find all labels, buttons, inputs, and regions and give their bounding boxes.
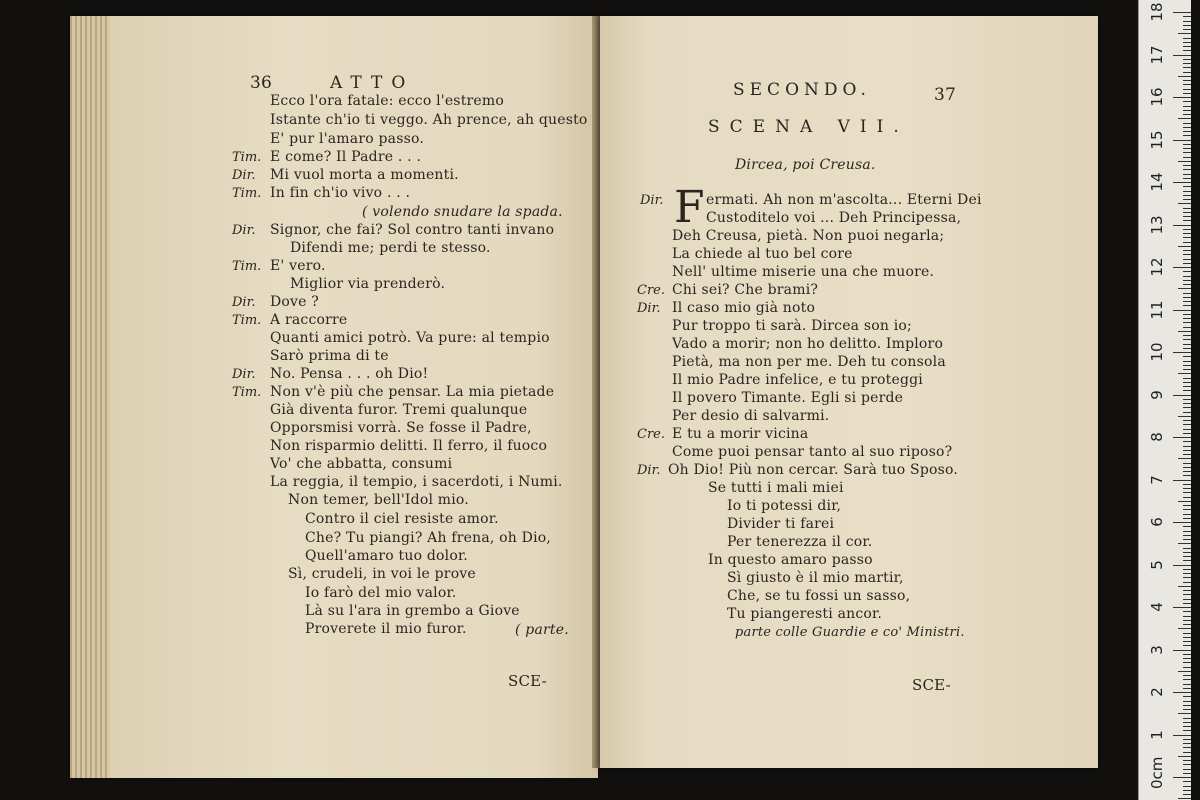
ruler-tick — [1183, 191, 1191, 192]
ruler-number: 7 — [1148, 474, 1166, 485]
left-line: Non v'è più che pensar. La mia pietade — [270, 384, 555, 400]
left-line: E come? Il Padre . . . — [270, 149, 422, 165]
ruler-tick — [1183, 131, 1191, 132]
aria-line: Là su l'ara in grembo a Giove — [305, 603, 520, 619]
ruler-tick — [1183, 722, 1191, 723]
aria-line: Sì giusto è il mio martir, — [727, 570, 904, 586]
ruler-tick — [1173, 480, 1191, 481]
ruler-tick — [1183, 590, 1191, 591]
ruler-tick — [1183, 263, 1191, 264]
right-line: E tu a morir vicina — [672, 426, 809, 442]
ruler-tick — [1183, 654, 1191, 655]
ruler-tick — [1183, 276, 1191, 277]
ruler-tick — [1183, 220, 1191, 221]
ruler-tick — [1183, 497, 1191, 498]
scene-heading: SCENA VII. — [708, 117, 909, 137]
ruler-tick — [1183, 675, 1191, 676]
ruler-tick — [1183, 390, 1191, 391]
aria-line: Proverete il mio furor. — [305, 621, 467, 637]
ruler-tick — [1183, 730, 1191, 731]
ruler-tick — [1173, 12, 1191, 13]
ruler-tick — [1183, 301, 1191, 302]
left-line: Mi vuol morta a momenti. — [270, 167, 459, 183]
right-page-number: 37 — [934, 85, 957, 105]
ruler-tick — [1183, 93, 1191, 94]
ruler-tick — [1183, 641, 1191, 642]
ruler-number: 3 — [1148, 644, 1166, 655]
ruler-tick — [1183, 705, 1191, 706]
ruler-tick — [1183, 424, 1191, 425]
right-line: Chi sei? Che brami? — [672, 282, 819, 298]
ruler-tick — [1183, 114, 1191, 115]
ruler-tick — [1183, 233, 1191, 234]
ruler-number: 11 — [1148, 299, 1166, 320]
ruler-tick — [1183, 361, 1191, 362]
aria-line: Tu piangeresti ancor. — [727, 606, 883, 622]
ruler-number: 1 — [1148, 729, 1166, 740]
ruler-tick — [1178, 458, 1191, 459]
ruler-tick — [1183, 212, 1191, 213]
ruler-tick — [1183, 339, 1191, 340]
aria-line: In questo amaro passo — [708, 552, 873, 568]
ruler-tick — [1178, 161, 1191, 162]
ruler-tick — [1183, 441, 1191, 442]
right-line: Deh Creusa, pietà. Non puoi negarla; — [672, 228, 945, 244]
ruler-tick — [1183, 399, 1191, 400]
ruler-tick — [1183, 297, 1191, 298]
right-line: Il caso mio già noto — [672, 300, 816, 316]
ruler-tick — [1183, 365, 1191, 366]
right-line: Oh Dio! Più non cercar. Sarà tuo Sposo. — [668, 462, 959, 478]
ruler-tick — [1183, 314, 1191, 315]
ruler-tick — [1178, 628, 1191, 629]
right-line: ermati. Ah non m'ascolta... Eterni Dei — [706, 192, 982, 208]
ruler-tick — [1183, 369, 1191, 370]
left-line: In fin ch'io vivo . . . — [270, 185, 411, 201]
right-line: Il mio Padre infelice, e tu proteggi — [672, 372, 923, 388]
ruler-number: 15 — [1148, 129, 1166, 150]
ruler-tick — [1173, 182, 1191, 183]
left-line: Già diventa furor. Tremi qualunque — [270, 402, 528, 418]
ruler-tick — [1183, 29, 1191, 30]
ruler-tick — [1173, 735, 1191, 736]
speaker-label: Tim. — [232, 259, 262, 274]
speaker-label: Tim. — [232, 150, 262, 165]
ruler-tick — [1183, 718, 1191, 719]
ruler-tick — [1183, 144, 1191, 145]
ruler-tick — [1183, 412, 1191, 413]
aria-line: Che? Tu piangi? Ah frena, oh Dio, — [305, 530, 552, 546]
ruler-tick — [1183, 229, 1191, 230]
right-running-header: SECONDO. — [733, 80, 871, 100]
ruler-tick — [1183, 327, 1191, 328]
aria-line: Divider ti farei — [727, 516, 835, 532]
left-catchword: SCE- — [508, 672, 547, 690]
ruler-tick — [1178, 586, 1191, 587]
aria-line: Sì, crudeli, in voi le prove — [288, 566, 476, 582]
ruler-tick — [1173, 97, 1191, 98]
left-line: A raccorre — [270, 312, 348, 328]
ruler-number: 16 — [1148, 87, 1166, 107]
right-line: Il povero Timante. Egli si perde — [672, 390, 904, 406]
ruler-tick — [1178, 798, 1191, 799]
ruler-tick — [1178, 501, 1191, 502]
left-line: E' pur l'amaro passo. — [270, 131, 425, 147]
ruler-tick — [1173, 650, 1191, 651]
right-line: Pur troppo ti sarà. Dircea son io; — [672, 318, 912, 334]
speaker-label: Dir. — [640, 193, 664, 208]
speaker-label: Tim. — [232, 385, 262, 400]
ruler-tick — [1183, 25, 1191, 26]
ruler-tick — [1183, 556, 1191, 557]
speaker-label: Dir. — [637, 463, 661, 478]
right-line: Nell' ultime miserie una che muore. — [672, 264, 935, 280]
ruler-tick — [1183, 386, 1191, 387]
ruler-tick — [1183, 769, 1191, 770]
ruler-tick — [1173, 565, 1191, 566]
left-line: Vo' che abbatta, consumi — [270, 456, 453, 472]
aria-line: Io ti potessi dir, — [727, 498, 842, 514]
ruler-tick — [1183, 488, 1191, 489]
ruler-tick — [1183, 127, 1191, 128]
ruler-tick — [1183, 603, 1191, 604]
ruler-tick — [1183, 237, 1191, 238]
ruler-tick — [1183, 535, 1191, 536]
ruler-tick — [1178, 671, 1191, 672]
ruler-tick — [1183, 760, 1191, 761]
speaker-label: Dir. — [232, 168, 256, 183]
ruler-tick — [1183, 633, 1191, 634]
ruler-tick — [1183, 195, 1191, 196]
speaker-label: Dir. — [232, 223, 256, 238]
ruler-tick — [1183, 463, 1191, 464]
ruler-tick — [1183, 539, 1191, 540]
ruler-tick — [1183, 747, 1191, 748]
ruler-tick — [1178, 756, 1191, 757]
ruler-tick — [1183, 484, 1191, 485]
ruler-tick — [1183, 59, 1191, 60]
left-running-header: ATTO — [330, 73, 415, 93]
left-line: Dove ? — [270, 294, 320, 310]
ruler-number: 14 — [1148, 172, 1166, 192]
ruler-tick — [1183, 743, 1191, 744]
ruler-tick — [1183, 764, 1191, 765]
ruler-tick — [1183, 739, 1191, 740]
ruler-tick — [1183, 38, 1191, 39]
ruler-tick — [1183, 250, 1191, 251]
ruler-tick — [1183, 84, 1191, 85]
ruler-number: 17 — [1148, 44, 1166, 65]
ruler-tick — [1173, 55, 1191, 56]
ruler-tick — [1183, 701, 1191, 702]
ruler-tick — [1183, 429, 1191, 430]
ruler-tick — [1183, 688, 1191, 689]
speaker-label: Tim. — [232, 186, 262, 201]
ruler-tick — [1178, 246, 1191, 247]
ruler-tick — [1178, 543, 1191, 544]
ruler-tick — [1183, 599, 1191, 600]
ruler-tick — [1183, 254, 1191, 255]
ruler-tick — [1183, 382, 1191, 383]
left-line: Opporsmisi vorrà. Se fosse il Padre, — [270, 420, 532, 436]
left-line: No. Pensa . . . oh Dio! — [270, 366, 429, 382]
ruler-tick — [1173, 395, 1191, 396]
ruler-tick — [1183, 46, 1191, 47]
speaker-label: Dir. — [637, 301, 661, 316]
stage-direction: ( parte. — [515, 622, 569, 638]
ruler-tick — [1178, 373, 1191, 374]
ruler-tick — [1183, 305, 1191, 306]
ruler-tick — [1183, 645, 1191, 646]
ruler-tick — [1183, 684, 1191, 685]
ruler-tick — [1183, 420, 1191, 421]
aria-line: Che, se tu fossi un sasso, — [727, 588, 911, 604]
ruler-number: 12 — [1148, 257, 1166, 277]
left-line: Quanti amici potrò. Va pure: al tempio — [270, 330, 550, 346]
ruler-tick — [1183, 569, 1191, 570]
ruler-tick — [1183, 110, 1191, 111]
ruler-tick — [1183, 726, 1191, 727]
ruler-tick — [1173, 140, 1191, 141]
left-line: Sarò prima di te — [270, 348, 389, 364]
ruler-tick — [1183, 293, 1191, 294]
ruler-tick — [1183, 344, 1191, 345]
stage-direction: ( volendo snudare la spada. — [362, 204, 563, 220]
ruler-tick — [1183, 467, 1191, 468]
ruler-tick — [1183, 577, 1191, 578]
left-page-number: 36 — [250, 73, 273, 93]
ruler-tick — [1183, 101, 1191, 102]
ruler-tick — [1183, 514, 1191, 515]
ruler-tick — [1183, 407, 1191, 408]
ruler-tick — [1178, 33, 1191, 34]
ruler-tick — [1183, 658, 1191, 659]
scene-persons: Dircea, poi Creusa. — [735, 157, 876, 173]
left-line: E' vero. — [270, 258, 326, 274]
drop-capital: F — [674, 182, 705, 233]
speaker-label: Dir. — [232, 295, 256, 310]
ruler-tick — [1178, 416, 1191, 417]
ruler-tick — [1183, 135, 1191, 136]
ruler-tick — [1183, 378, 1191, 379]
ruler-tick — [1183, 781, 1191, 782]
ruler-tick — [1183, 280, 1191, 281]
aria-line: Se tutti i mali miei — [708, 480, 844, 496]
right-line: Pietà, ma non per me. Deh tu consola — [672, 354, 946, 370]
ruler-tick — [1178, 288, 1191, 289]
ruler-tick — [1183, 531, 1191, 532]
ruler-tick — [1183, 637, 1191, 638]
ruler-tick — [1183, 548, 1191, 549]
ruler-tick — [1183, 335, 1191, 336]
ruler-number: 0cm — [1148, 756, 1166, 789]
ruler-number: 6 — [1148, 517, 1166, 527]
ruler-tick — [1183, 63, 1191, 64]
ruler-tick — [1183, 16, 1191, 17]
ruler-tick — [1183, 186, 1191, 187]
right-line: Per desio di salvarmi. — [672, 408, 830, 424]
ruler-tick — [1183, 403, 1191, 404]
ruler-number: 9 — [1148, 389, 1166, 400]
ruler-number: 2 — [1148, 687, 1166, 697]
ruler-tick — [1183, 148, 1191, 149]
left-line: Istante ch'io ti veggo. Ah prence, ah questo — [270, 112, 588, 128]
ruler-tick — [1178, 203, 1191, 204]
ruler-tick — [1183, 284, 1191, 285]
ruler-tick — [1183, 582, 1191, 583]
ruler-tick — [1183, 174, 1191, 175]
ruler-tick — [1183, 433, 1191, 434]
ruler-tick — [1173, 607, 1191, 608]
left-line: Signor, che fai? Sol contro tanti invano — [270, 222, 555, 238]
ruler-tick — [1173, 310, 1191, 311]
ruler-tick — [1183, 322, 1191, 323]
ruler-tick — [1183, 67, 1191, 68]
ruler-tick — [1183, 611, 1191, 612]
ruler-tick — [1183, 169, 1191, 170]
ruler-tick — [1183, 624, 1191, 625]
ruler-tick — [1183, 123, 1191, 124]
ruler-tick — [1183, 21, 1191, 22]
ruler-tick — [1183, 709, 1191, 710]
ruler-tick — [1173, 352, 1191, 353]
ruler-tick — [1183, 259, 1191, 260]
ruler-tick — [1183, 199, 1191, 200]
left-line: Ecco l'ora fatale: ecco l'estremo — [270, 93, 505, 109]
ruler-tick — [1183, 505, 1191, 506]
ruler-number: 18 — [1148, 2, 1166, 22]
ruler-tick — [1183, 752, 1191, 753]
ruler-tick — [1183, 475, 1191, 476]
ruler-tick — [1183, 165, 1191, 166]
ruler-tick — [1183, 573, 1191, 574]
ruler-tick — [1183, 157, 1191, 158]
ruler-tick — [1183, 356, 1191, 357]
left-line: Miglior via prenderò. — [290, 276, 446, 292]
ruler-tick — [1173, 225, 1191, 226]
speaker-label: Tim. — [232, 313, 262, 328]
ruler-tick — [1183, 560, 1191, 561]
ruler-tick — [1178, 118, 1191, 119]
ruler-tick — [1183, 318, 1191, 319]
ruler-tick — [1183, 178, 1191, 179]
ruler-number: 13 — [1148, 214, 1166, 235]
ruler-tick — [1183, 50, 1191, 51]
aria-line: Per tenerezza il cor. — [727, 534, 873, 550]
ruler-tick — [1183, 271, 1191, 272]
ruler-tick — [1183, 242, 1191, 243]
left-line: Non risparmio delitti. Il ferro, il fuoco — [270, 438, 548, 454]
ruler-tick — [1183, 216, 1191, 217]
aria-line: Quell'amaro tuo dolor. — [305, 548, 468, 564]
ruler-tick — [1178, 331, 1191, 332]
ruler-tick — [1183, 89, 1191, 90]
measuring-ruler — [1138, 0, 1191, 800]
ruler-tick — [1183, 72, 1191, 73]
speaker-label: Cre. — [637, 283, 665, 298]
ruler-tick — [1183, 106, 1191, 107]
right-line: Custoditelo voi ... Deh Principessa, — [706, 210, 962, 226]
ruler-tick — [1183, 152, 1191, 153]
ruler-tick — [1183, 509, 1191, 510]
ruler-tick — [1183, 616, 1191, 617]
ruler-tick — [1178, 713, 1191, 714]
ruler-tick — [1183, 667, 1191, 668]
ruler-number: 8 — [1148, 432, 1166, 442]
ruler-tick — [1183, 454, 1191, 455]
aria-line: Io farò del mio valor. — [305, 585, 457, 601]
ruler-tick — [1183, 594, 1191, 595]
ruler-tick — [1173, 522, 1191, 523]
ruler-tick — [1173, 777, 1191, 778]
ruler-tick — [1183, 348, 1191, 349]
speaker-label: Cre. — [637, 427, 665, 442]
ruler-tick — [1173, 267, 1191, 268]
ruler-tick — [1183, 526, 1191, 527]
right-line: Come puoi pensar tanto al suo riposo? — [672, 444, 953, 460]
right-line: Vado a morir; non ho delitto. Imploro — [672, 336, 944, 352]
ruler-tick — [1183, 42, 1191, 43]
ruler-tick — [1173, 437, 1191, 438]
stage-direction: parte colle Guardie e co' Ministri. — [735, 625, 965, 640]
ruler-tick — [1183, 794, 1191, 795]
ruler-tick — [1173, 692, 1191, 693]
ruler-tick — [1178, 76, 1191, 77]
ruler-tick — [1183, 620, 1191, 621]
ruler-tick — [1183, 492, 1191, 493]
right-line: La chiede al tuo bel core — [672, 246, 853, 262]
ruler-tick — [1183, 552, 1191, 553]
ruler-tick — [1183, 679, 1191, 680]
left-line: La reggia, il tempio, i sacerdoti, i Numi. — [270, 474, 563, 490]
ruler-tick — [1183, 786, 1191, 787]
ruler-tick — [1183, 518, 1191, 519]
ruler-number: 5 — [1148, 559, 1166, 570]
ruler-tick — [1183, 773, 1191, 774]
ruler-number: 10 — [1148, 342, 1166, 362]
aria-line: Contro il ciel resiste amor. — [305, 511, 499, 527]
ruler-tick — [1183, 446, 1191, 447]
left-line: Difendi me; perdi te stesso. — [290, 240, 491, 256]
ruler-tick — [1183, 208, 1191, 209]
ruler-tick — [1183, 790, 1191, 791]
ruler-number: 4 — [1148, 602, 1166, 612]
aria-line: Non temer, bell'Idol mio. — [288, 492, 469, 508]
ruler-tick — [1183, 80, 1191, 81]
right-catchword: SCE- — [912, 676, 951, 694]
ruler-tick — [1183, 662, 1191, 663]
ruler-tick — [1183, 471, 1191, 472]
speaker-label: Dir. — [232, 367, 256, 382]
ruler-tick — [1183, 450, 1191, 451]
ruler-tick — [1183, 696, 1191, 697]
